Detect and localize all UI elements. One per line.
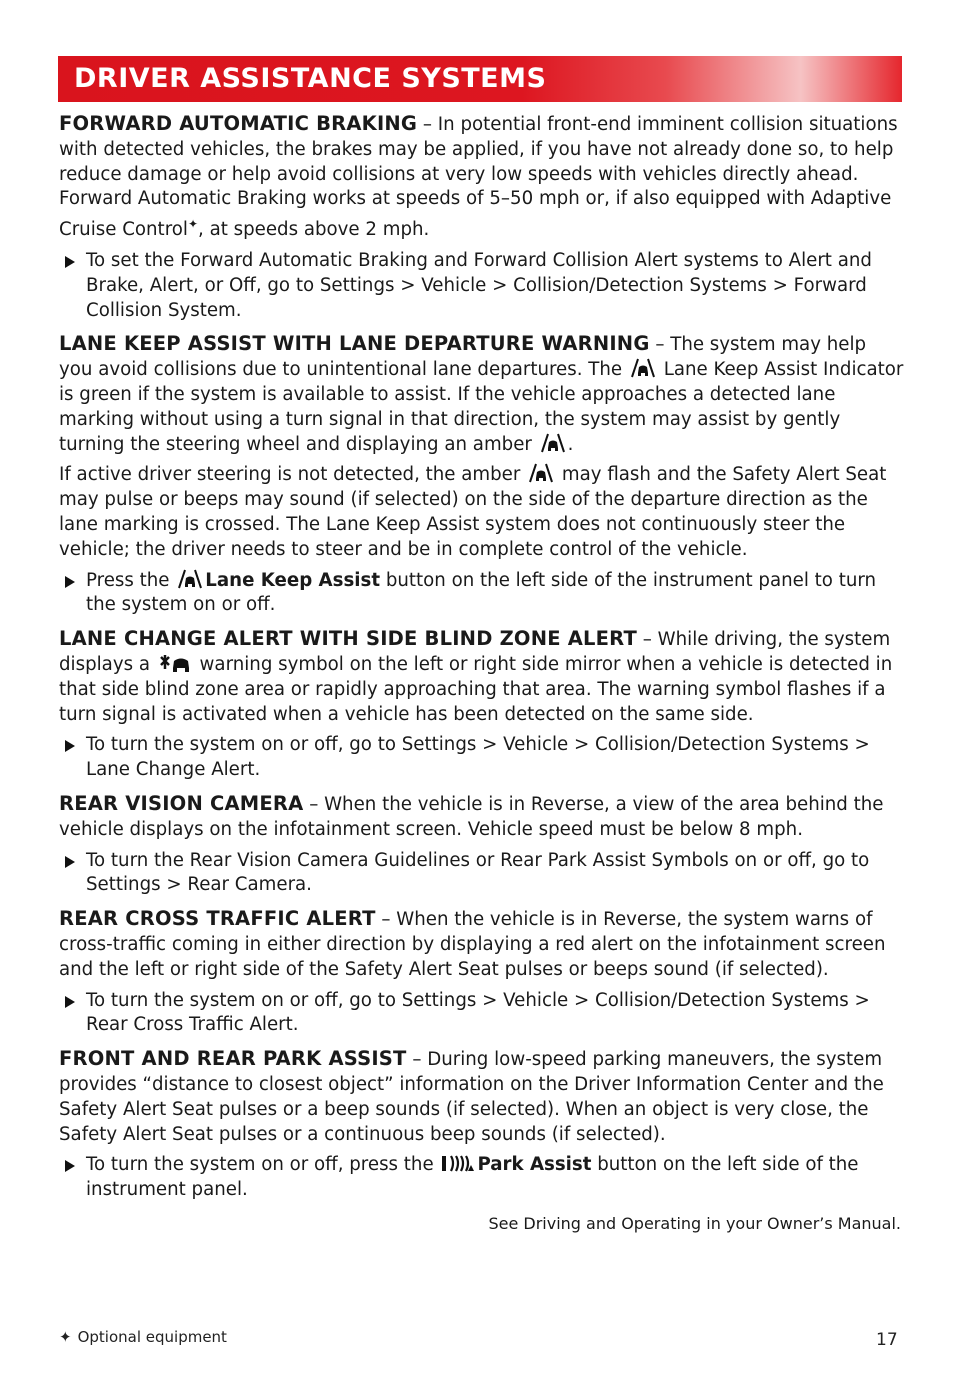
- page-number: 17: [876, 1330, 898, 1350]
- see-owners-manual-note: See Driving and Operating in your Owner’s Manual.: [488, 1213, 901, 1233]
- fab-paragraph: [59, 112, 905, 243]
- rvc-title: REAR VISION CAMERA: [59, 791, 304, 815]
- rcta-bullet-text: To turn the system on or off, go to Settings > Vehicle > Collision/Detection Systems > Rear Cross Traffic Alert.: [86, 989, 870, 1036]
- rcta-title: REAR CROSS TRAFFIC ALERT: [59, 907, 376, 931]
- lka-paragraph-2: [59, 463, 905, 562]
- rcta-text: – When the vehicle is in Reverse, the system warns of cross-traffic coming in either direction by displaying a red alert on the infotainment screen and the left or right side of the Safety Alert Seat pulses or beeps sound (if selected).: [59, 909, 886, 980]
- bullet-arrow-icon: [65, 256, 75, 268]
- lca-bullet: [59, 733, 905, 783]
- rvc-text: – When the vehicle is in Reverse, a view of the area behind the vehicle displays on the infotainment screen. Vehicle speed must be below 8 mph.: [59, 793, 884, 840]
- frpa-title: FRONT AND REAR PARK ASSIST: [59, 1047, 407, 1071]
- lca-text-a: – While driving, the system displays a: [59, 629, 891, 675]
- lane-keep-assist-section: [59, 332, 905, 618]
- lca-title: LANE CHANGE ALERT WITH SIDE BLIND ZONE ALERT: [59, 627, 638, 651]
- frpa-paragraph: [59, 1047, 905, 1147]
- frpa-bullet-b: button on the left side of the instrument panel.: [86, 1154, 859, 1201]
- side-blind-zone-icon: [158, 653, 192, 673]
- rcta-bullet: [59, 989, 905, 1039]
- frpa-bullet-a: To turn the system on or off, press the: [86, 1154, 440, 1176]
- fab-bullet: [59, 249, 905, 323]
- main-content: [59, 112, 905, 1237]
- bullet-arrow-icon: [65, 996, 75, 1008]
- lca-bullet-text: To turn the system on or off, go to Settings > Vehicle > Collision/Detection Systems > Lane Change Alert.: [86, 734, 870, 781]
- front-rear-park-assist-section: [59, 1047, 905, 1203]
- park-assist-icon: [441, 1153, 475, 1173]
- lka-p1-a: – The system may help you avoid collisions due to unintentional lane departures. The: [59, 334, 867, 381]
- fab-text-b: , at speeds above 2 mph.: [198, 219, 430, 241]
- lka-paragraph-1: [59, 332, 905, 457]
- lca-paragraph: [59, 627, 905, 727]
- bullet-arrow-icon: [65, 856, 75, 868]
- page-title: DRIVER ASSISTANCE SYSTEMS: [74, 63, 547, 94]
- bullet-arrow-icon: [65, 576, 75, 588]
- lane-keep-assist-icon: [630, 358, 656, 378]
- lane-change-alert-section: [59, 627, 905, 783]
- optional-star-icon: ✦: [59, 1328, 72, 1346]
- lane-keep-assist-icon: [528, 463, 554, 483]
- lka-bullet-b: button on the left side of the instrument panel to turn the system on or off.: [86, 569, 877, 616]
- lka-p1-b: Lane Keep Assist Indicator is green if the system is available to assist. If the vehicle approaches a detected lane marking without using a turn signal in that direction, the system may assist by gently turning the steering wheel and displaying an amber: [59, 359, 904, 455]
- rvc-bullet-text: To turn the Rear Vision Camera Guidelines or Rear Park Assist Symbols on or off, go to Settings > Rear Camera.: [86, 849, 870, 896]
- fab-bullet-text: To set the Forward Automatic Braking and Forward Collision Alert systems to Alert and Brake, Alert, or Off, go to Settings > Vehicle > Collision/Detection Systems > Forward Collision System.: [86, 250, 872, 321]
- lka-bullet-a: Press the: [86, 569, 176, 591]
- bullet-arrow-icon: [65, 1160, 75, 1172]
- lka-p2-a: If active driver steering is not detected, the amber: [59, 464, 527, 486]
- lka-p2-b: may flash and the Safety Alert Seat may pulse or beeps may sound (if selected) on the side of the departure direction as the lane marking is crossed. The Lane Keep Assist system does not continuously steer the vehicle; the driver needs to steer and be in complete control of the vehicle.: [59, 464, 887, 560]
- park-assist-button-label: Park Assist: [477, 1154, 592, 1176]
- footnote-text: Optional equipment: [77, 1328, 227, 1346]
- frpa-text: – During low-speed parking maneuvers, the system provides “distance to closest object” information on the Driver Information Center and the Safety Alert Seat pulses or a beep sounds (if selected). When an object is very close, the Safety Alert Seat pulses or a continuous beep sounds (if selected).: [59, 1049, 884, 1145]
- lane-keep-assist-button-label: Lane Keep Assist: [205, 569, 381, 591]
- rcta-paragraph: [59, 907, 905, 982]
- rear-vision-camera-section: [59, 792, 905, 898]
- fab-text-a: – In potential front-end imminent collision situations with detected vehicles, the brakes may be applied, if you have not already done so, to help reduce damage or help avoid collisions at very low speeds with vehicles directly ahead. Forward Automatic Braking works at speeds of 5–50 mph or, if also equipped with Adaptive Cruise Control: [59, 114, 898, 241]
- lane-keep-assist-icon: [177, 569, 203, 589]
- rvc-paragraph: [59, 792, 905, 843]
- rvc-bullet: [59, 849, 905, 899]
- section-header: [58, 56, 902, 102]
- frpa-bullet: [59, 1153, 905, 1203]
- lka-bullet: [59, 569, 905, 619]
- forward-automatic-braking-section: [59, 112, 905, 323]
- footnote: [59, 1328, 227, 1346]
- fab-title: FORWARD AUTOMATIC BRAKING: [59, 112, 418, 135]
- bullet-arrow-icon: [65, 740, 75, 752]
- lka-title: LANE KEEP ASSIST WITH LANE DEPARTURE WARNING: [59, 332, 650, 356]
- lca-text-b: warning symbol on the left or right side mirror when a vehicle is detected in that side blind zone area or rapidly approaching that area. The warning symbol flashes if a turn signal is activated when a vehicle has been detected on the same side.: [59, 654, 893, 725]
- lane-keep-assist-icon: [540, 433, 566, 453]
- lka-p1-c: .: [567, 433, 574, 455]
- rear-cross-traffic-alert-section: [59, 907, 905, 1038]
- optional-star: ✦: [187, 217, 199, 232]
